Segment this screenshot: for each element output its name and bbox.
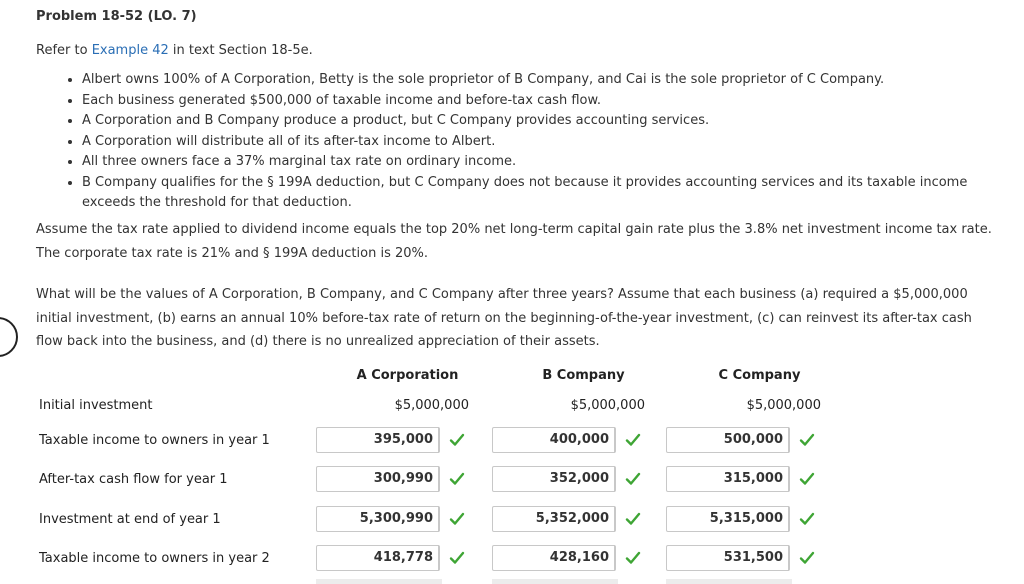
column-header-b-company: B Company — [542, 368, 625, 383]
checkmark-icon — [449, 550, 465, 566]
problem-title: Problem 18-52 (LO. 7) — [36, 9, 197, 24]
answer-value: 315,000 — [723, 471, 783, 486]
checkmark-icon — [449, 471, 465, 487]
checkmark-icon — [625, 550, 641, 566]
answer-value: 418,778 — [373, 550, 433, 565]
answer-value: 5,300,990 — [359, 511, 433, 526]
input-divider — [614, 466, 615, 492]
input-divider — [614, 545, 615, 571]
answer-value: 400,000 — [549, 432, 609, 447]
row-label-initial-investment: Initial investment — [39, 398, 153, 413]
input-divider — [788, 427, 789, 453]
list-item: • B Company qualifies for the § 199A deduction, but C Company does not because it provides accounting services and its taxable income exceeds the threshold for that deduction. — [82, 173, 992, 214]
answer-input-b[interactable] — [492, 427, 616, 453]
row-label: After-tax cash flow for year 1 — [39, 472, 228, 487]
answer-value: 395,000 — [373, 432, 433, 447]
next-row-edge — [492, 579, 618, 584]
answer-input-b[interactable] — [492, 506, 616, 532]
column-header-a-corporation: A Corporation — [356, 368, 459, 383]
checkmark-icon — [625, 432, 641, 448]
answer-input-a[interactable] — [316, 427, 440, 453]
refer-suffix: in text Section 18-5e. — [168, 43, 313, 58]
initial-investment-b: $5,000,000 — [570, 398, 645, 413]
checkmark-icon — [625, 471, 641, 487]
input-divider — [614, 427, 615, 453]
scroll-indicator-circle[interactable] — [0, 317, 18, 357]
input-divider — [788, 545, 789, 571]
answer-input-b[interactable] — [492, 545, 616, 571]
list-item: • Each business generated $500,000 of taxable income and before-tax cash flow. — [82, 91, 992, 112]
answer-value: 5,352,000 — [535, 511, 609, 526]
input-divider — [788, 466, 789, 492]
assumption-list — [60, 70, 992, 214]
checkmark-icon — [449, 511, 465, 527]
tax-rate-paragraph: Assume the tax rate applied to dividend income equals the top 20% net long-term capital gain rate plus the 3.8% net investment income tax rate. The corporate tax rate is 21% and § 199A deduction is 20%. — [36, 222, 992, 261]
input-divider — [614, 506, 615, 532]
input-divider — [788, 506, 789, 532]
answer-input-b[interactable] — [492, 466, 616, 492]
checkmark-icon — [799, 511, 815, 527]
answer-value: 500,000 — [723, 432, 783, 447]
next-row-edge — [316, 579, 442, 584]
answer-input-a[interactable] — [316, 545, 440, 571]
row-label: Investment at end of year 1 — [39, 512, 221, 527]
input-divider — [438, 427, 439, 453]
example-link[interactable]: Example 42 — [91, 43, 169, 58]
checkmark-icon — [799, 471, 815, 487]
answer-input-c[interactable] — [666, 427, 790, 453]
checkmark-icon — [799, 432, 815, 448]
next-row-edge — [666, 579, 792, 584]
refer-line — [36, 43, 313, 58]
checkmark-icon — [449, 432, 465, 448]
initial-investment-c: $5,000,000 — [746, 398, 821, 413]
input-divider — [438, 466, 439, 492]
checkmark-icon — [625, 511, 641, 527]
list-item: • Albert owns 100% of A Corporation, Betty is the sole proprietor of B Company, and Cai is the sole proprietor of C Company. — [82, 70, 992, 91]
initial-investment-a: $5,000,000 — [394, 398, 469, 413]
answer-input-c[interactable] — [666, 466, 790, 492]
refer-prefix: Refer to — [36, 43, 92, 58]
list-item: • A Corporation will distribute all of its after-tax income to Albert. — [82, 132, 992, 153]
column-header-c-company: C Company — [718, 368, 801, 383]
answer-value: 428,160 — [549, 550, 609, 565]
answer-input-a[interactable] — [316, 506, 440, 532]
answer-value: 352,000 — [549, 471, 609, 486]
row-label: Taxable income to owners in year 2 — [39, 551, 270, 566]
list-item: • A Corporation and B Company produce a product, but C Company provides accounting services. — [82, 111, 992, 132]
answer-input-c[interactable] — [666, 545, 790, 571]
answer-value: 531,500 — [723, 550, 783, 565]
answer-value: 5,315,000 — [709, 511, 783, 526]
answer-input-a[interactable] — [316, 466, 440, 492]
checkmark-icon — [799, 550, 815, 566]
input-divider — [438, 545, 439, 571]
question-paragraph: What will be the values of A Corporation, B Company, and C Company after three years? Assume that each business (a) required a $5,000,000 initial investment, (b) earns an annual 10% before-tax rate of return on the beginning-of-the-year investment, (c) can reinvest its after-tax cash flow back into the business, and (d) there is no unrealized appreciation of their assets. — [36, 287, 972, 349]
input-divider — [438, 506, 439, 532]
list-item: • All three owners face a 37% marginal tax rate on ordinary income. — [82, 152, 992, 173]
answer-value: 300,990 — [373, 471, 433, 486]
answer-input-c[interactable] — [666, 506, 790, 532]
row-label: Taxable income to owners in year 1 — [39, 433, 270, 448]
